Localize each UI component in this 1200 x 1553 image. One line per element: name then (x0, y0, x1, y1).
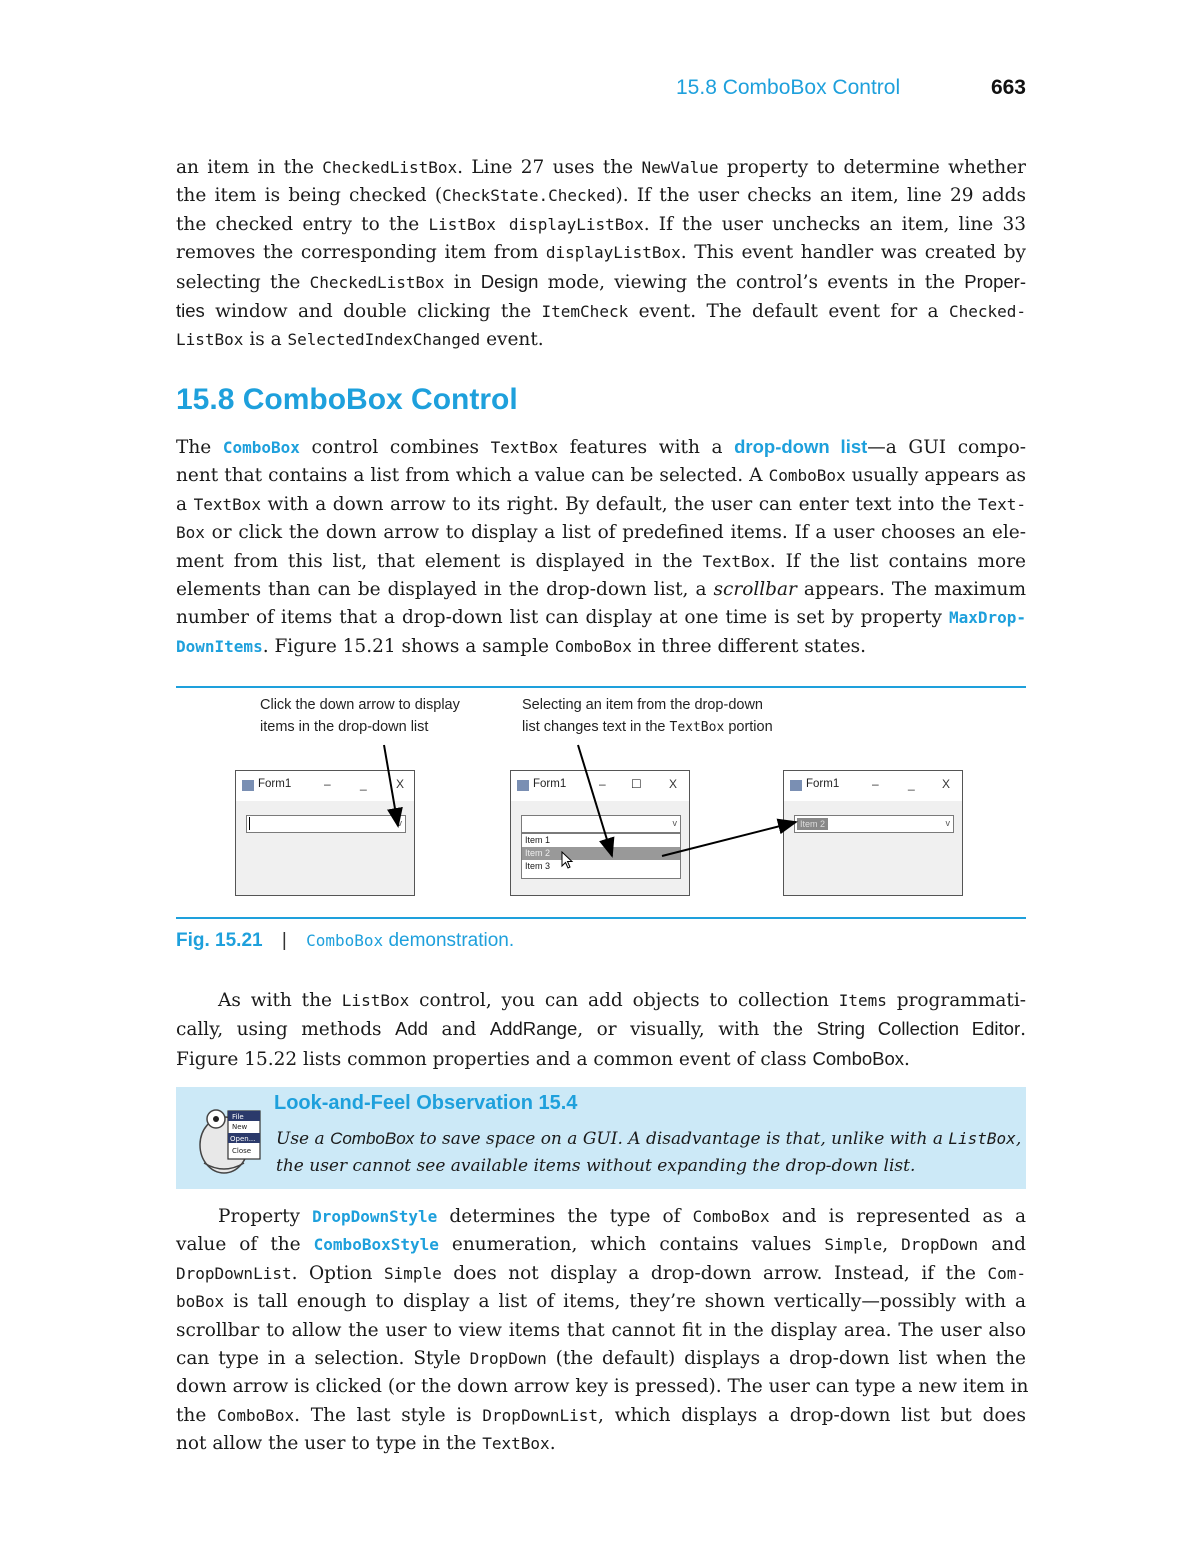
text-run: value of the (176, 1234, 314, 1256)
text-run: ment from this list, that element is displayed in the (176, 550, 703, 572)
text-run: window and double clicking the (204, 301, 542, 323)
inline-code: ItemCheck (541, 302, 629, 322)
inline-code: DropDownList (482, 1405, 598, 1425)
figure-bottom-rule (176, 917, 1026, 919)
inline-code: String Collection Editor (816, 1018, 1021, 1040)
text-run: usually appears as (845, 465, 1026, 487)
inline-code: TextBox (193, 494, 262, 514)
inline-code: ComboBox (554, 636, 632, 656)
arrow-to-dropdown-button (384, 745, 398, 826)
text-run: . If the user unchecks an item, line 33 (643, 213, 1027, 235)
text-run: in (444, 271, 481, 293)
window-title: Form1 (533, 778, 567, 790)
text-run: . (1020, 1019, 1026, 1041)
callout-code: TextBox (669, 720, 725, 735)
text-run: determines the type of (437, 1206, 693, 1227)
maximize-button[interactable]: _ (908, 777, 915, 791)
header-section-title: 15.8 ComboBox Control (676, 76, 901, 99)
text-run: the (176, 1404, 218, 1426)
text-run: selecting the (176, 271, 310, 293)
inline-code: ListBox (948, 1129, 1016, 1148)
text-line (176, 1045, 1026, 1074)
text-run: is tall enough to display a list of items, they’re shown vertically—possibly with a (224, 1291, 1026, 1313)
inline-code: ties (176, 300, 205, 322)
text-run: control, you can add objects to collection (409, 990, 839, 1011)
text-run: the checked entry to the (176, 213, 429, 235)
text-run: . This event handler was created by (680, 242, 1026, 264)
inline-code: TextBox (482, 1434, 550, 1454)
text-run: . (549, 1433, 556, 1455)
text-line (176, 987, 1026, 1015)
text-run: nent that contains a list from which a value can be selected. A (176, 465, 769, 487)
text-run: mode, viewing the control’s events in the (538, 271, 965, 293)
text-run: . Option (291, 1262, 384, 1284)
inline-code: Text- (977, 494, 1026, 514)
text-run: removes the corresponding item from (176, 242, 546, 264)
inline-code: ComboBoxStyle (313, 1235, 439, 1255)
dropdown-arrow-icon[interactable]: v (672, 818, 677, 828)
text-run: appears. The maximum (796, 579, 1026, 601)
text-run: , or visually, with the (577, 1019, 817, 1041)
inline-code: CheckedListBox (309, 272, 445, 292)
text-run: number of items that a drop-down list can display at one time is set by property (176, 607, 949, 629)
text-line (276, 1125, 1022, 1153)
text-run: down arrow is clicked (or the down arrow key is pressed). The user can type a new item in (176, 1376, 1029, 1398)
inline-code: TextBox (702, 551, 770, 571)
text-line (276, 1153, 1016, 1180)
paragraph-dropdownstyle (176, 1203, 1029, 1459)
close-button[interactable]: X (669, 777, 678, 791)
section-heading: 15.8 ComboBox Control (176, 383, 518, 416)
dropdown-arrow-icon[interactable]: v (945, 818, 950, 828)
text-run: Property (218, 1206, 313, 1227)
close-button[interactable]: X (396, 777, 405, 791)
text-run: and (427, 1019, 490, 1041)
inline-code: MaxDrop- (948, 608, 1026, 628)
minimize-button[interactable]: – (872, 777, 879, 791)
inline-code: Checked- (948, 302, 1026, 322)
inline-code: Com- (987, 1263, 1026, 1283)
inline-code: ComboBox (768, 466, 846, 486)
inline-code: AddRange (489, 1018, 578, 1040)
text-run: to save space on a GUI. A disadvantage is that, unlike with a (414, 1129, 949, 1149)
text-run: . The last style is (294, 1404, 483, 1426)
icon-menu-text: File (232, 1113, 244, 1121)
look-and-feel-observation (176, 1087, 1026, 1189)
page-number: 663 (990, 76, 1026, 99)
maximize-button[interactable]: ☐ (631, 777, 642, 791)
text-run: . (904, 1048, 910, 1070)
inline-code: ComboBox (330, 1129, 415, 1148)
inline-code: ListBox displayListBox (428, 214, 644, 234)
text-run: event. The default event for a (628, 301, 949, 323)
text-run: features with a (558, 437, 735, 458)
text-run: . Figure 15.21 shows a sample (262, 635, 555, 657)
caption-label: Fig. 15.21 (176, 930, 263, 951)
inline-code: Box (176, 523, 205, 543)
callout-text: list changes text in the (522, 719, 670, 735)
inline-code: ListBox (176, 330, 244, 350)
icon-menu-text: Close (232, 1147, 252, 1155)
list-item[interactable]: Item 3 (525, 861, 551, 871)
text-run: not allow the user to type in the (176, 1433, 483, 1455)
inline-code: DownItems (176, 636, 263, 656)
text-run: is a (243, 329, 288, 351)
text-run: . Line 27 uses the (457, 157, 642, 178)
window-title: Form1 (258, 778, 292, 790)
icon-menu-text: New (232, 1123, 248, 1131)
inline-code: TextBox (490, 438, 559, 457)
callout-right-line: Selecting an item from the drop-down (522, 697, 763, 713)
text-line (176, 1288, 1026, 1316)
text-line (176, 1203, 1026, 1231)
text-run: the item is being checked ( (176, 185, 443, 207)
text-run: The (176, 437, 223, 458)
text-run: Figure 15.22 lists common properties and a common event of class (176, 1048, 813, 1070)
inline-code: CheckState.Checked (442, 186, 616, 206)
text-run: Use a (276, 1129, 331, 1149)
inline-code: Add (395, 1018, 428, 1040)
text-run: , (882, 1234, 902, 1256)
inline-code: ComboBox (222, 438, 300, 457)
text-run: an item in the (176, 157, 323, 178)
text-line (176, 1231, 1026, 1259)
dropdown-arrow-icon[interactable]: v (397, 818, 402, 828)
text-run: , (1015, 1129, 1022, 1149)
inline-code: Simple (824, 1235, 883, 1255)
text-run: the user cannot see available items without expanding the drop-down list. (276, 1156, 916, 1176)
look-and-feel-title: Look-and-Feel Observation 15.4 (274, 1092, 578, 1114)
text-run: cally, using methods (176, 1019, 396, 1041)
look-and-feel-body (276, 1125, 1022, 1180)
look-and-feel-mascot-icon (194, 1097, 266, 1177)
text-run: property to determine whether (718, 157, 1027, 178)
inline-code: drop-down list (734, 436, 868, 457)
text-line (176, 1345, 1026, 1373)
inline-code: CheckedListBox (322, 158, 458, 177)
text-run: can type in a selection. Style (176, 1348, 470, 1370)
maximize-button[interactable]: _ (360, 777, 367, 791)
caption-text: demonstration. (383, 930, 515, 951)
text-line (176, 1402, 1026, 1430)
paragraph-items-collection (176, 987, 1026, 1074)
inline-code: DropDown (469, 1349, 547, 1369)
inline-code: ComboBox (692, 1207, 770, 1226)
figure-caption (176, 930, 514, 952)
caption-separator: | (281, 930, 287, 951)
text-run: programmati- (886, 990, 1026, 1011)
inline-code: SelectedIndexChanged (287, 330, 481, 350)
inline-code: ComboBox (812, 1047, 905, 1069)
callout-left-line: Click the down arrow to display (260, 697, 460, 713)
callout-text: portion (724, 719, 773, 735)
text-run: does not display a drop-down arrow. Instead, if the (441, 1262, 988, 1284)
icon-menu-text: Open... (230, 1135, 256, 1143)
text-line (176, 1373, 1029, 1401)
close-button[interactable]: X (942, 777, 951, 791)
callout-left-line: items in the drop-down list (260, 719, 429, 735)
window-title: Form1 (806, 778, 840, 790)
text-line (176, 1430, 1026, 1458)
inline-code: displayListBox (545, 243, 681, 263)
text-run: . If the list contains more (769, 550, 1026, 572)
inline-code: Proper- (964, 270, 1026, 292)
text-line (176, 1317, 1026, 1345)
text-run: ). If the user checks an item, line 29 adds (615, 185, 1026, 207)
text-run: , which displays a drop-down list but does (598, 1404, 1027, 1426)
list-item[interactable]: Item 1 (525, 835, 551, 845)
selected-text: Item 2 (797, 818, 828, 830)
inline-code: ComboBox (217, 1405, 295, 1425)
text-run: event. (480, 329, 544, 351)
inline-code: Items (838, 991, 887, 1010)
text-run: scrollbar to allow the user to view items that cannot fit in the display area. The user also (176, 1319, 1026, 1341)
inline-code: Simple (383, 1263, 442, 1283)
inline-code: Design (480, 270, 539, 292)
inline-code: DropDownList (176, 1263, 292, 1283)
arrow-to-selected-item (578, 745, 612, 856)
text-line (176, 1015, 1026, 1044)
text-run: elements than can be displayed in the drop-down list, a (176, 579, 714, 601)
inline-code: boBox (176, 1292, 225, 1312)
inline-code: DropDown (901, 1235, 979, 1255)
text-run: and is represented as a (769, 1206, 1026, 1227)
inline-code: ListBox (341, 991, 410, 1010)
arrow-to-textbox (662, 822, 796, 856)
text-run: enumeration, which contains values (438, 1234, 825, 1256)
text-run: a (176, 493, 194, 515)
text-run: or click the down arrow to display a list of predefined items. If a user chooses an ele- (204, 522, 1026, 544)
caption-code: ComboBox (306, 931, 384, 950)
text-run: —a GUI compo- (867, 437, 1026, 458)
text-run: (the default) displays a drop-down list when the (546, 1348, 1026, 1370)
text-run: and (978, 1234, 1027, 1256)
inline-code: DropDownStyle (312, 1207, 438, 1226)
text-run: with a down arrow to its right. By default, the user can enter text into the (261, 493, 978, 515)
minimize-button[interactable]: – (599, 777, 606, 791)
text-run: control combines (299, 437, 491, 458)
text-run: in three different states. (631, 635, 867, 657)
minimize-button[interactable]: – (324, 777, 331, 791)
text-run: As with the (218, 990, 342, 1011)
text-run: scrollbar (713, 579, 797, 601)
text-line (176, 1260, 1026, 1288)
inline-code: NewValue (641, 158, 719, 177)
list-item-highlighted[interactable]: Item 2 (522, 847, 680, 860)
